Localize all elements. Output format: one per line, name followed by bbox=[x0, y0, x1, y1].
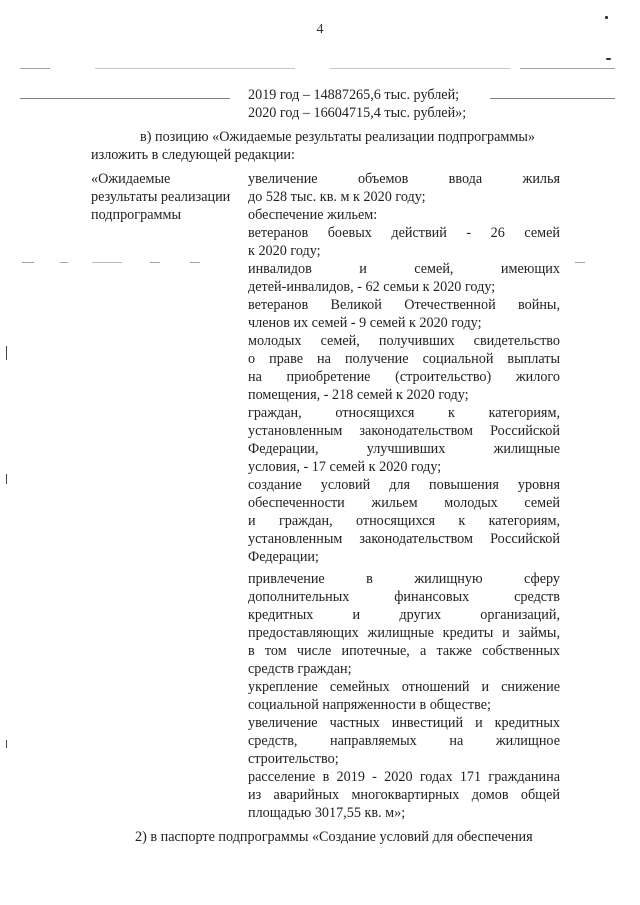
scan-artifact-line bbox=[150, 262, 160, 263]
left-cell-line: «Ожидаемые bbox=[91, 171, 171, 187]
right-cell-line: строительство; bbox=[248, 751, 339, 767]
scan-artifact-line bbox=[20, 68, 50, 69]
right-cell-line: Федерации, улучшивших жилищные bbox=[248, 441, 560, 457]
margin-mark bbox=[6, 474, 7, 484]
scan-artifact-line bbox=[575, 262, 585, 263]
footer-paragraph-line: 2) в паспорте подпрограммы «Создание условий для обеспечения bbox=[135, 829, 533, 845]
scan-artifact-line bbox=[330, 68, 510, 69]
right-cell-line: установленным законодательством Российской bbox=[248, 531, 560, 547]
right-cell-line: к 2020 году; bbox=[248, 243, 321, 259]
right-cell-line: и граждан, относящихся к категориям, bbox=[248, 513, 560, 529]
right-cell-line: расселение в 2019 - 2020 годах 171 гражданина bbox=[248, 769, 560, 785]
right-cell-line: из аварийных многоквартирных домов общей bbox=[248, 787, 560, 803]
right-cell-line: ветеранов Великой Отечественной войны, bbox=[248, 297, 560, 313]
right-cell-line: на приобретение (строительство) жилого bbox=[248, 369, 560, 385]
right-cell-line: увеличение частных инвестиций и кредитных bbox=[248, 715, 560, 731]
right-cell-line: о праве на получение социальной выплаты bbox=[248, 351, 560, 367]
intro-line-2: изложить в следующей редакции: bbox=[91, 147, 295, 163]
right-cell-line: социальной напряженности в обществе; bbox=[248, 697, 491, 713]
scan-artifact-line bbox=[92, 262, 122, 263]
scan-artifact-line bbox=[95, 68, 295, 69]
right-cell-line: до 528 тыс. кв. м к 2020 году; bbox=[248, 189, 426, 205]
right-cell-line: Федерации; bbox=[248, 549, 319, 565]
margin-mark bbox=[6, 740, 7, 748]
right-cell-line: средств граждан; bbox=[248, 661, 352, 677]
right-cell-line: предоставляющих жилищные кредиты и займы, bbox=[248, 625, 560, 641]
intro-line-1: в) позицию «Ожидаемые результаты реализации подпрограммы» bbox=[140, 129, 535, 145]
right-cell-line: в том числе ипотечные, а также собственных bbox=[248, 643, 560, 659]
finance-line-2019: 2019 год – 14887265,6 тыс. рублей; bbox=[248, 87, 460, 103]
scan-artifact-line bbox=[190, 262, 200, 263]
scan-artifact-line bbox=[520, 68, 615, 69]
scan-artifact-line bbox=[22, 262, 34, 263]
right-cell-line: установленным законодательством Российской bbox=[248, 423, 560, 439]
right-cell-line: условия, - 17 семей к 2020 году; bbox=[248, 459, 442, 475]
right-cell-line: детей-инвалидов, - 62 семьи к 2020 году; bbox=[248, 279, 496, 295]
right-cell-line: обеспеченности жильем молодых семей bbox=[248, 495, 560, 511]
finance-line-2020: 2020 год – 16604715,4 тыс. рублей»; bbox=[248, 105, 467, 121]
right-cell-line: обеспечение жильем: bbox=[248, 207, 378, 223]
scan-artifact-line bbox=[60, 262, 68, 263]
margin-mark bbox=[6, 346, 7, 360]
left-cell-line: подпрограммы bbox=[91, 207, 181, 223]
right-cell-line: создание условий для повышения уровня bbox=[248, 477, 560, 493]
right-cell-line: средств, направляемых на жилищное bbox=[248, 733, 560, 749]
page-number: 4 bbox=[316, 22, 324, 37]
left-cell-line: результаты реализации bbox=[91, 189, 231, 205]
right-cell-line: кредитных и других организаций, bbox=[248, 607, 560, 623]
right-cell-line: дополнительных финансовых средств bbox=[248, 589, 560, 605]
scan-artifact-dot bbox=[606, 58, 611, 60]
right-cell-line: площадью 3017,55 кв. м»; bbox=[248, 805, 406, 821]
right-cell-line: членов их семей - 9 семей к 2020 году; bbox=[248, 315, 482, 331]
scan-artifact-line bbox=[490, 98, 615, 99]
scan-artifact-line bbox=[20, 98, 230, 99]
right-cell-line: ветеранов боевых действий - 26 семей bbox=[248, 225, 560, 241]
right-cell-line: увеличение объемов ввода жилья bbox=[248, 171, 560, 187]
right-cell-line: укрепление семейных отношений и снижение bbox=[248, 679, 560, 695]
right-cell-line: помещения, - 218 семей к 2020 году; bbox=[248, 387, 469, 403]
right-cell-line: молодых семей, получивших свидетельство bbox=[248, 333, 560, 349]
scan-artifact-dot bbox=[605, 16, 608, 19]
right-cell-line: привлечение в жилищную сферу bbox=[248, 571, 560, 587]
right-cell-line: инвалидов и семей, имеющих bbox=[248, 261, 560, 277]
right-cell-line: граждан, относящихся к категориям, bbox=[248, 405, 560, 421]
